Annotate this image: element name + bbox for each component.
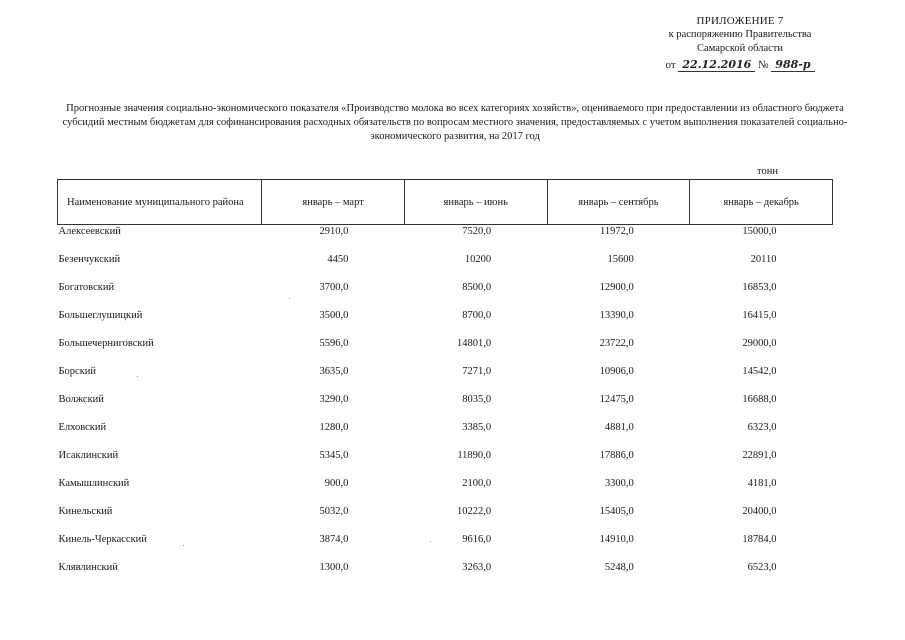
cell-district: Волжский [58, 394, 104, 405]
table-row [58, 253, 833, 281]
cell-jan-jun: 10222,0 [456, 506, 492, 517]
cell-jan-mar: 5032,0 [319, 506, 349, 517]
cell-jan-mar: 3874,0 [319, 534, 349, 545]
table-row [58, 477, 833, 505]
table-row [58, 533, 833, 561]
cell-district: Богатовский [58, 282, 115, 293]
scan-speck [137, 376, 138, 377]
cell-jan-dec: 29000,0 [742, 338, 777, 349]
cell-jan-sep: 12475,0 [599, 394, 634, 405]
cell-jan-sep: 15600 [607, 254, 634, 265]
table-row [58, 365, 833, 393]
cell-jan-mar: 1300,0 [319, 562, 349, 573]
cell-jan-dec: 6523,0 [747, 562, 777, 573]
cell-district: Алексеевский [58, 226, 121, 237]
table-row [58, 505, 833, 533]
cell-district: Кинель-Черкасский [58, 534, 147, 545]
cell-jan-sep: 17886,0 [599, 450, 634, 461]
cell-jan-jun: 9616,0 [462, 534, 492, 545]
cell-jan-jun: 11890,0 [457, 450, 492, 461]
cell-district: Борский [58, 366, 97, 377]
cell-jan-sep: 23722,0 [599, 338, 634, 349]
cell-jan-jun: 8035,0 [462, 394, 492, 405]
table-row [58, 393, 833, 421]
handwritten-number: 988-р [771, 59, 814, 72]
cell-district: Елховский [58, 422, 107, 433]
cell-jan-sep: 15405,0 [599, 506, 634, 517]
table-body [58, 225, 833, 590]
cell-jan-sep: 10906,0 [599, 366, 634, 377]
table-row [58, 449, 833, 477]
cell-jan-jun: 8700,0 [462, 310, 492, 321]
cell-jan-jun: 2100,0 [462, 478, 492, 489]
cell-jan-mar: 900,0 [324, 478, 349, 489]
cell-jan-mar: 3700,0 [319, 282, 349, 293]
header-district: Наименование муниципального района [58, 180, 262, 225]
cell-jan-dec: 22891,0 [742, 450, 777, 461]
cell-jan-mar: 4450 [327, 254, 349, 265]
table-row [58, 281, 833, 309]
scan-speck [289, 298, 290, 299]
cell-jan-jun: 7271,0 [462, 366, 492, 377]
handwritten-date: 22.12.2016 [678, 59, 755, 72]
cell-jan-dec: 20400,0 [742, 506, 777, 517]
cell-jan-dec: 20110 [750, 254, 777, 265]
cell-jan-mar: 1280,0 [319, 422, 349, 433]
header-jan-jun: январь – июнь [404, 180, 547, 225]
cell-jan-dec: 15000,0 [742, 226, 777, 237]
cell-jan-sep: 5248,0 [604, 562, 634, 573]
cell-jan-sep: 13390,0 [599, 310, 634, 321]
cell-jan-sep: 14910,0 [599, 534, 634, 545]
cell-jan-dec: 16688,0 [742, 394, 777, 405]
cell-jan-mar: 5345,0 [319, 450, 349, 461]
cell-jan-jun: 14801,0 [456, 338, 492, 349]
cell-jan-dec: 6323,0 [747, 422, 777, 433]
table-row [58, 309, 833, 337]
cell-jan-jun: 3263,0 [462, 562, 492, 573]
cell-jan-sep: 11972,0 [600, 226, 634, 237]
from-label: от [665, 59, 676, 71]
cell-district: Кинельский [58, 506, 113, 517]
cell-jan-sep: 12900,0 [599, 282, 634, 293]
cell-jan-dec: 16415,0 [742, 310, 777, 321]
cell-jan-jun: 8500,0 [462, 282, 492, 293]
cell-jan-jun: 10200 [464, 254, 492, 265]
annex-line-1: к распоряжению Правительства [668, 29, 812, 40]
cell-jan-jun: 7520,0 [462, 226, 492, 237]
cell-jan-mar: 5596,0 [319, 338, 349, 349]
unit-label: тонн [757, 166, 778, 177]
cell-district: Камышлинский [58, 478, 130, 489]
cell-district: Безенчукский [58, 254, 121, 265]
cell-jan-mar: 2910,0 [319, 226, 349, 237]
header-jan-sep: январь – сентябрь [547, 180, 690, 225]
cell-district: Исаклинский [58, 450, 119, 461]
annex-block [640, 14, 840, 72]
scan-speck [430, 541, 431, 542]
cell-jan-sep: 4881,0 [604, 422, 634, 433]
cell-jan-mar: 3635,0 [319, 366, 349, 377]
cell-jan-sep: 3300,0 [604, 478, 634, 489]
cell-district: Клявлинский [58, 562, 118, 573]
cell-jan-dec: 18784,0 [742, 534, 777, 545]
cell-jan-mar: 3500,0 [319, 310, 349, 321]
cell-jan-mar: 3290,0 [319, 394, 349, 405]
number-label: № [758, 59, 769, 71]
forecast-table [57, 179, 833, 589]
table-row [58, 225, 833, 254]
header-jan-mar: январь – март [262, 180, 405, 225]
table-row [58, 561, 833, 589]
cell-jan-dec: 16853,0 [742, 282, 777, 293]
header-jan-dec: январь – декабрь [690, 180, 833, 225]
annex-signature-line [640, 58, 840, 72]
annex-title: ПРИЛОЖЕНИЕ 7 [696, 15, 784, 27]
document-heading: Прогнозные значения социально-экономического показателя «Производство молока во всех категориях хозяйств», оцениваемого при предоставлении из областного бюджета субсидий местным бюджетам для софинансирования расходных обязательств по вопросам местного значения, предоставляемых с учетом выполнения показателей социально-экономического развития, на 2017 год [62, 103, 848, 142]
cell-district: Большеглушицкий [58, 310, 143, 321]
cell-jan-dec: 4181,0 [747, 478, 777, 489]
table-header-row [58, 180, 833, 225]
cell-district: Большечерниговский [58, 338, 154, 349]
table-row [58, 337, 833, 365]
cell-jan-jun: 3385,0 [462, 422, 492, 433]
scan-speck [183, 545, 184, 546]
cell-jan-dec: 14542,0 [742, 366, 777, 377]
annex-line-2: Самарской области [697, 43, 783, 54]
table-row [58, 421, 833, 449]
